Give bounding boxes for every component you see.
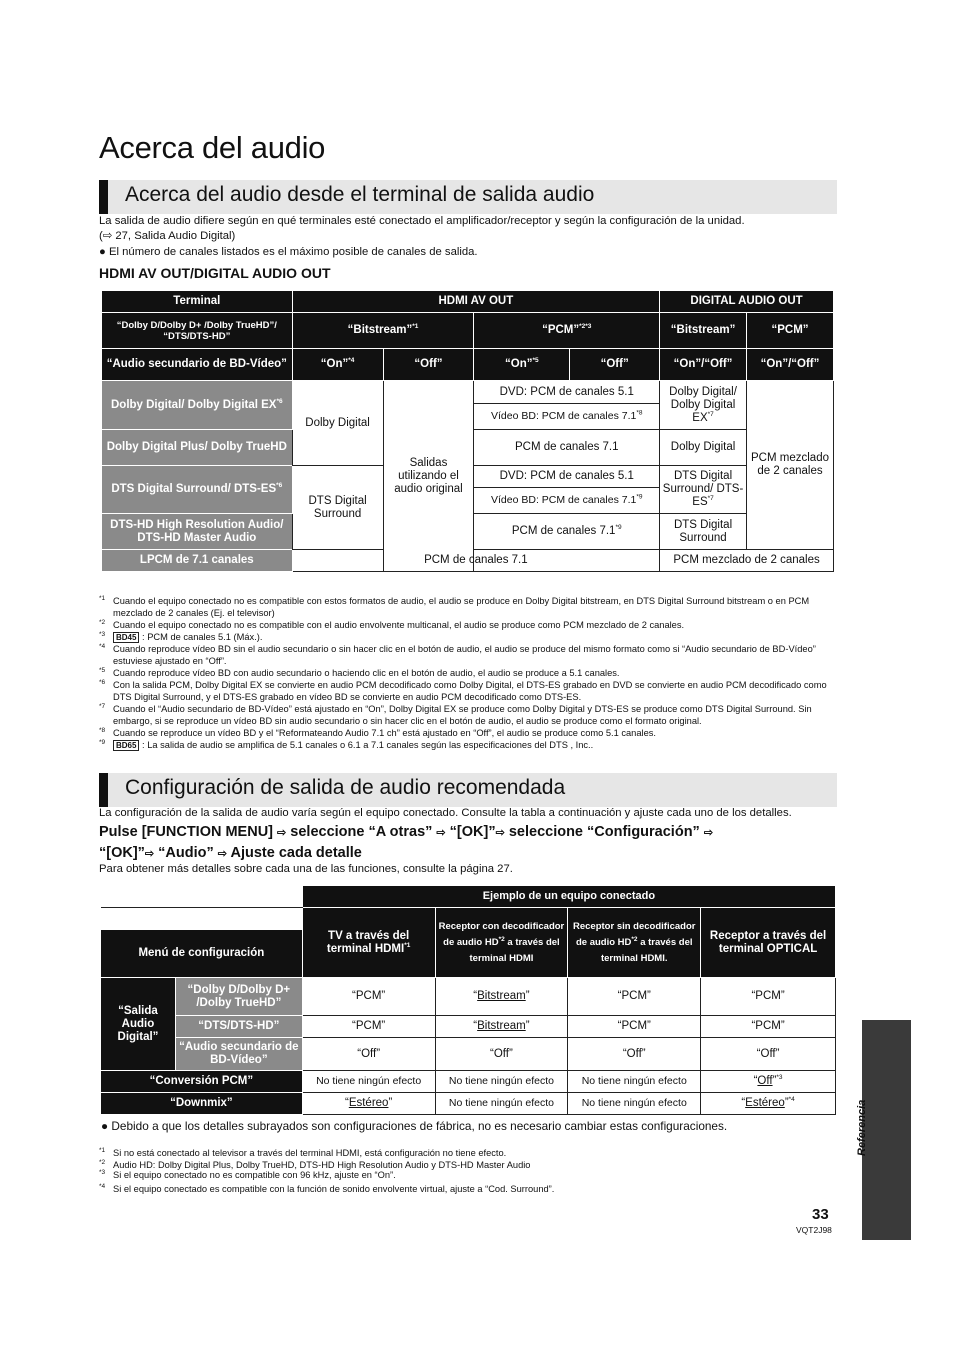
row-dolby-digital: Dolby Digital/ Dolby Digital EX$^{*6}$ (102, 381, 293, 430)
cell-pcm: “PCM” (568, 1016, 701, 1038)
cell-pcm: “PCM” (568, 978, 701, 1016)
cell-dts-surround: DTS Digital Surround (660, 514, 747, 550)
footnote: *9 BD65 : La salida de audio se amplifica de 5.1 canales o 6.1 a 7.1 canales según las especificaciones del DTS , Inc.. (99, 739, 594, 750)
cell-pcm-2ch: PCM mezclado de 2 canales (747, 381, 834, 550)
cell-original: Salidas utilizando el audio original (383, 381, 474, 572)
row-secondary-audio: “Audio secundario de BD-Vídeo” (102, 349, 293, 381)
section-heading-2: Configuración de salida de audio recomendada (99, 773, 837, 807)
cell-onoff-2: “On”/“Off” (747, 349, 834, 381)
footnote: *1 Cuando el equipo conectado no es compatible con estos formatos de audio, el audio se produce en Dolby Digital bitstream, en DTS Digital Surround bitstream o en PCM mezclado de 2 canales (Ej. el televisor) (99, 595, 810, 618)
cell-on: “On”$^{*4}$ (292, 349, 383, 381)
cell-estereo: “Estéreo”$^{*4}$ (701, 1093, 836, 1115)
intro-text: La salida de audio difiere según en qué terminales esté conectado el amplificador/receptor y según la configuración de la unidad. (⇨ 27, Salida Audio Digital) ● El número de canales listados es el máximo posible de canales de salida. (99, 215, 745, 258)
cell-bd-71: Vídeo BD: PCM de canales 7.1$^{*8}$ (474, 404, 660, 430)
header-menu: Menú de configuración (101, 930, 303, 978)
more-info: Para obtener más detalles sobre cada una de las funciones, consulte la página 27. (99, 863, 513, 875)
footnote: *5 Cuando reproduce vídeo BD con audio secundario o haciendo clic en el botón de audio, el audio se produce a 5.1 canales. (99, 667, 620, 678)
row-downmix: “Downmix” (101, 1093, 303, 1115)
cell-bitstream-digital: “Bitstream” (660, 313, 747, 349)
cell-estereo: “Estéreo” (302, 1093, 435, 1115)
footnotes-1 (99, 595, 837, 751)
page-title: Acerca del audio (99, 130, 326, 165)
cell-dvd-51-dts: DVD: PCM de canales 5.1 (474, 466, 660, 488)
cell-pcm: “PCM” (302, 1016, 435, 1038)
subheading: HDMI AV OUT/DIGITAL AUDIO OUT (99, 265, 331, 281)
intro-text-2: La configuración de la salida de audio varía según el equipo conectado. Consulte la tabla a continuación y ajuste cada uno de los detalles. (99, 807, 792, 819)
cell-pcm: “PCM” (302, 978, 435, 1016)
cell-bitstream: “Bitstream” (435, 1016, 568, 1038)
cell-dd: Dolby Digital (660, 430, 747, 466)
footnotes-2 (99, 1147, 837, 1195)
cell-lpcm-2: PCM mezclado de 2 canales (660, 550, 834, 572)
header-hdmi: HDMI AV OUT (292, 291, 659, 313)
header-receiver-decoder: Receptor con decodificador de audio HD$^{*2}$ a través del terminal HDMI (435, 908, 568, 978)
document-code: VQT2J98 (796, 1225, 832, 1235)
footnote: *2 Audio HD: Dolby Digital Plus, Dolby TrueHD, DTS-HD High Resolution Audio y DTS-HD Master Audio (99, 1159, 531, 1170)
cell-pcm: “PCM” (701, 978, 836, 1016)
cell-off-2: “Off” (570, 349, 660, 381)
cell-bitstream: “Bitstream” (435, 978, 568, 1016)
recommended-settings-table (100, 885, 836, 1115)
cell-none: No tiene ningún efecto (568, 1093, 701, 1115)
cell-off: “Off” (383, 349, 474, 381)
row-dts: DTS Digital Surround/ DTS-ES$^{*6}$ (102, 466, 293, 514)
cell-dts: DTS Digital Surround (292, 466, 383, 550)
side-tab (862, 1020, 911, 1240)
bullet-defaults: ● Debido a que los detalles subrayados son configuraciones de fábrica, no es necesario cambiar estas configuraciones. (101, 1119, 728, 1133)
cell-dvd-51: DVD: PCM de canales 5.1 (474, 381, 660, 404)
cell-off-underlined: “Off”$^{*3}$ (701, 1071, 836, 1093)
cell-pcm-71-dts: PCM de canales 7.1$^{*9}$ (474, 514, 660, 550)
row-lpcm: LPCM de 7.1 canales (102, 550, 293, 572)
cell-off: “Off” (568, 1038, 701, 1071)
cell-pcm-71: PCM de canales 7.1 (474, 430, 660, 466)
row-dolby-plus: Dolby Digital Plus/ Dolby TrueHD (102, 430, 293, 466)
section-heading-1: Acerca del audio desde el terminal de salida audio (99, 180, 837, 214)
cell-pcm: “PCM”$^{*2*3}$ (474, 313, 660, 349)
cell-none: No tiene ningún efecto (435, 1071, 568, 1093)
row-format-setting: “Dolby D/Dolby D+ /Dolby TrueHD”/ “DTS/DTS-HD” (102, 313, 293, 349)
footnote: *7 Cuando el “Audio secundario de BD-Vídeo” está ajustado en “On”, Dolby Digital EX se produce como Dolby Digital y DTS-ES se produce como DTS Digital Surround. Sin embargo, si se reproduce un vídeo BD sin audio secundario o sin hacer clic en el botón de audio, el audio se produce como el formato original. (99, 703, 812, 726)
row-conversion: “Conversión PCM” (101, 1071, 303, 1093)
cell-bd-71-dts: Vídeo BD: PCM de canales 7.1$^{*9}$ (474, 488, 660, 514)
row-dts: “DTS/DTS-HD” (175, 1016, 302, 1038)
footnote: *3 Si el equipo conectado no es compatible con 96 kHz, ajuste en “On”. (99, 1169, 396, 1180)
cell-dolby-digital: Dolby Digital (292, 381, 383, 466)
row-dtshd: DTS-HD High Resolution Audio/ DTS-HD Master Audio (102, 514, 293, 550)
header-optical: Receptor a través del terminal OPTICAL (701, 908, 836, 978)
header-digital: DIGITAL AUDIO OUT (660, 291, 834, 313)
cell-onoff: “On”/“Off” (660, 349, 747, 381)
audio-output-table (101, 290, 834, 572)
header-example: Ejemplo de un equipo conectado (302, 886, 835, 908)
footnote: *4 Cuando reproduce vídeo BD sin el audio secundario o sin hacer clic en el botón de audio, el audio se produce del mismo formato como si “Audio secundario de BD-Vídeo” estuviese ajustado en “Off”. (99, 643, 816, 666)
header-tv: TV a través del terminal HDMI$^{*1}$ (302, 908, 435, 978)
page-number: 33 (812, 1206, 829, 1223)
side-label: Referencia (856, 1099, 868, 1156)
cell-pcm-digital: “PCM” (747, 313, 834, 349)
header-receiver-nodecoder: Receptor sin decodificador de audio HD$^{*2}$ a través del terminal HDMI. (568, 908, 701, 978)
footnote: *3 BD45 : PCM de canales 5.1 (Máx.). (99, 631, 263, 642)
footnote: *4 Si el equipo conectado es compatible con la función de sonido envolvente virtual, ajuste a “Cod. Surround”. (99, 1183, 555, 1194)
cell-lpcm-71: PCM de canales 7.1 (292, 550, 659, 572)
row-salida: “Salida Audio Digital” (101, 978, 176, 1071)
row-dolby: “Dolby D/Dolby D+ /Dolby TrueHD” (175, 978, 302, 1016)
cell-off: “Off” (302, 1038, 435, 1071)
row-secondary: “Audio secundario de BD-Vídeo” (175, 1038, 302, 1071)
cell-dd-ex: Dolby Digital/ Dolby Digital EX$^{*7}$ (660, 381, 747, 430)
footnote: *2 Cuando el equipo conectado no es compatible con el audio envolvente multicanal, el audio se produce como PCM mezclado de 2 canales. (99, 619, 685, 630)
footnote: *1 Si no está conectado al televisor a través del terminal HDMI, está configuración no tiene efecto. (99, 1147, 507, 1158)
cell-none: No tiene ningún efecto (435, 1093, 568, 1115)
cell-bitstream: “Bitstream”$^{*1}$ (292, 313, 474, 349)
cell-pcm: “PCM” (701, 1016, 836, 1038)
cell-none: No tiene ningún efecto (568, 1071, 701, 1093)
cell-on-2: “On”$^{*5}$ (474, 349, 570, 381)
cell-dts-es: DTS Digital Surround/ DTS-ES$^{*7}$ (660, 466, 747, 514)
header-terminal: Terminal (102, 291, 293, 313)
footnote: *6 Con la salida PCM, Dolby Digital EX se convierte en audio PCM decodificado como Dolby Digital, el DTS-ES grabado en DVD se convierte en audio PCM decodificado como DTS Digital Surround, y el DTS-ES grabado en vídeo BD se convierte en audio PCM decodificado como DTS-ES. (99, 679, 827, 702)
cell-off: “Off” (435, 1038, 568, 1071)
cell-none: No tiene ningún efecto (302, 1071, 435, 1093)
instructions: Pulse [FUNCTION MENU] ⇨ seleccione “A otras” ⇨ “[OK]”⇨ seleccione “Configuración” ⇨ “[OK]”⇨ “Audio” ⇨ Ajuste cada detalle (99, 824, 714, 861)
cell-off: “Off” (701, 1038, 836, 1071)
footnote: *8 Cuando se reproduce un vídeo BD y el “Reformateando Audio 7.1 ch” está ajustado en “Off”, el audio se produce como 5.1 canales. (99, 727, 656, 738)
